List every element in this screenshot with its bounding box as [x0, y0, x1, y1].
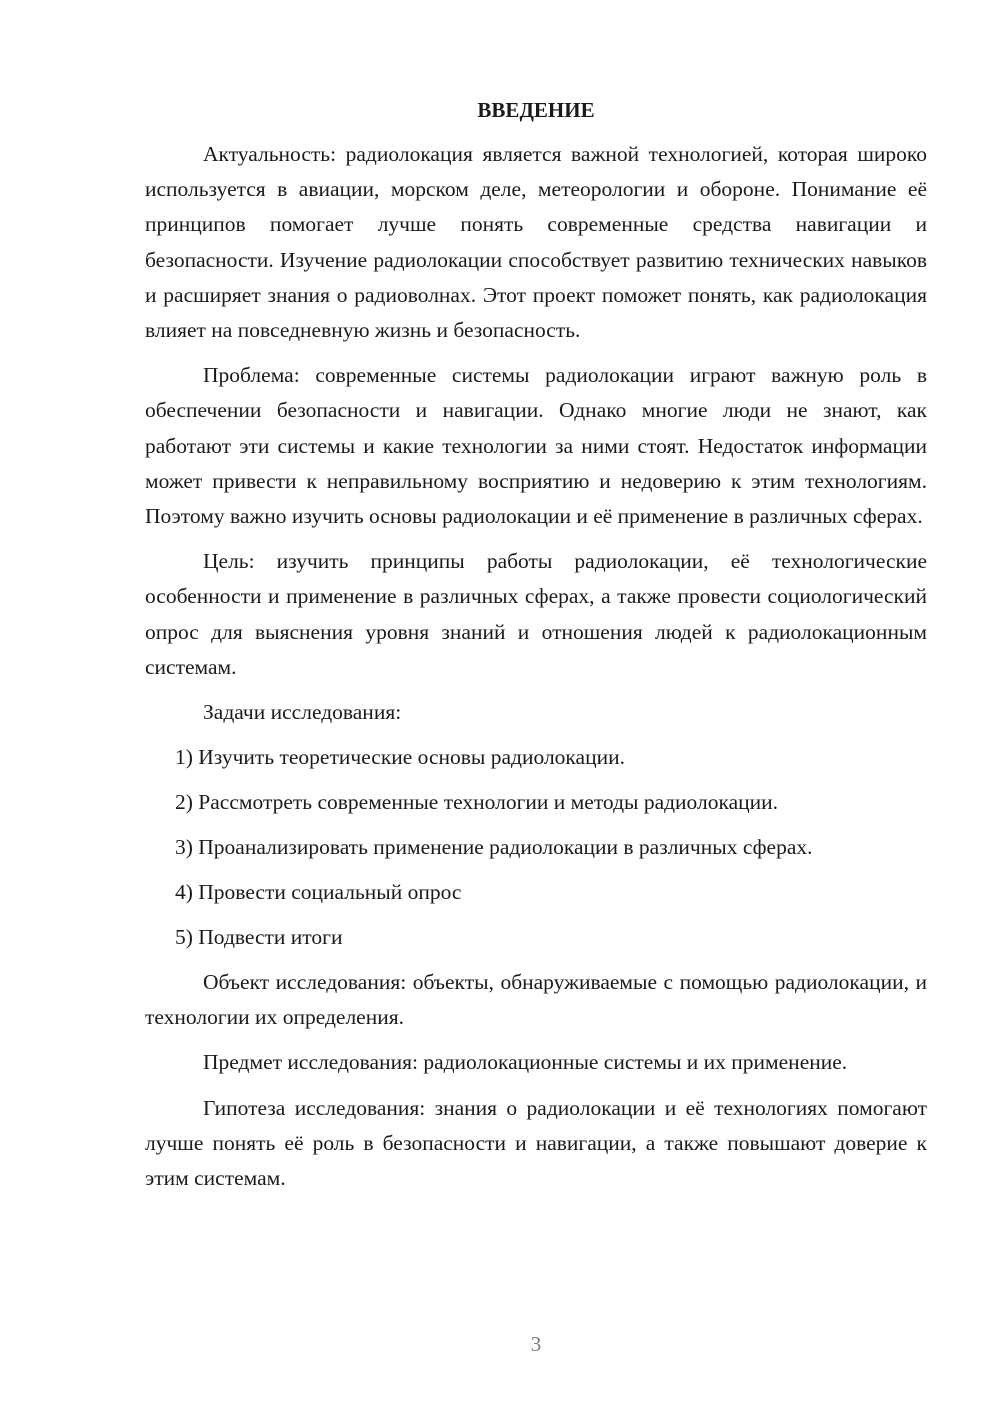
page-number: 3 — [530, 1332, 542, 1356]
document-page — [145, 95, 927, 1206]
goal-paragraph: Цель: изучить принципы работы радиолокации, её технологические особенности и применение в различных сферах, а также провести социологический опрос для выяснения уровня знаний и отношения людей к радиолокационным системам. — [145, 549, 927, 679]
task-item: 5) Подвести итоги — [175, 925, 343, 950]
task-item: 3) Проанализировать применение радиолокации в различных сферах. — [175, 835, 813, 860]
hypothesis-paragraph: Гипотеза исследования: знания о радиолокации и её технологиях помогают лучше понять её роль в безопасности и навигации, а также повышают доверие к этим системам. — [145, 1095, 927, 1191]
object-paragraph: Объект исследования: объекты, обнаруживаемые с помощью радиолокации, и технологии их определения. — [145, 970, 927, 1030]
task-item: 1) Изучить теоретические основы радиолокации. — [175, 745, 625, 770]
task-item: 2) Рассмотреть современные технологии и методы радиолокации. — [175, 790, 779, 815]
task-item: 4) Провести социальный опрос — [175, 880, 462, 905]
tasks-heading: Задачи исследования: — [203, 700, 402, 725]
tasks-list — [145, 740, 927, 955]
subject-paragraph: Предмет исследования: радиолокационные системы и их применение. — [203, 1050, 848, 1075]
relevance-paragraph: Актуальность: радиолокация является важной технологией, которая широко используется в авиации, морском деле, метеорологии и обороне. Понимание её принципов помогает лучше понять современные средства навигации и безопасности. Изучение радиолокации способствует развитию технических навыков и расширяет знания о радиоволнах. Этот проект поможет понять, как радиолокация влияет на повседневную жизнь и безопасность. — [145, 142, 927, 343]
page-title: ВВЕДЕНИЕ — [477, 98, 595, 122]
problem-paragraph: Проблема: современные системы радиолокации играют важную роль в обеспечении безопасности и навигации. Однако многие люди не знают, как работают эти системы и какие технологии за ними стоят. Недостаток информации может привести к неправильному восприятию и недоверию к этим технологиям. Поэтому важно изучить основы радиолокации и её применение в различных сферах. — [145, 363, 927, 529]
